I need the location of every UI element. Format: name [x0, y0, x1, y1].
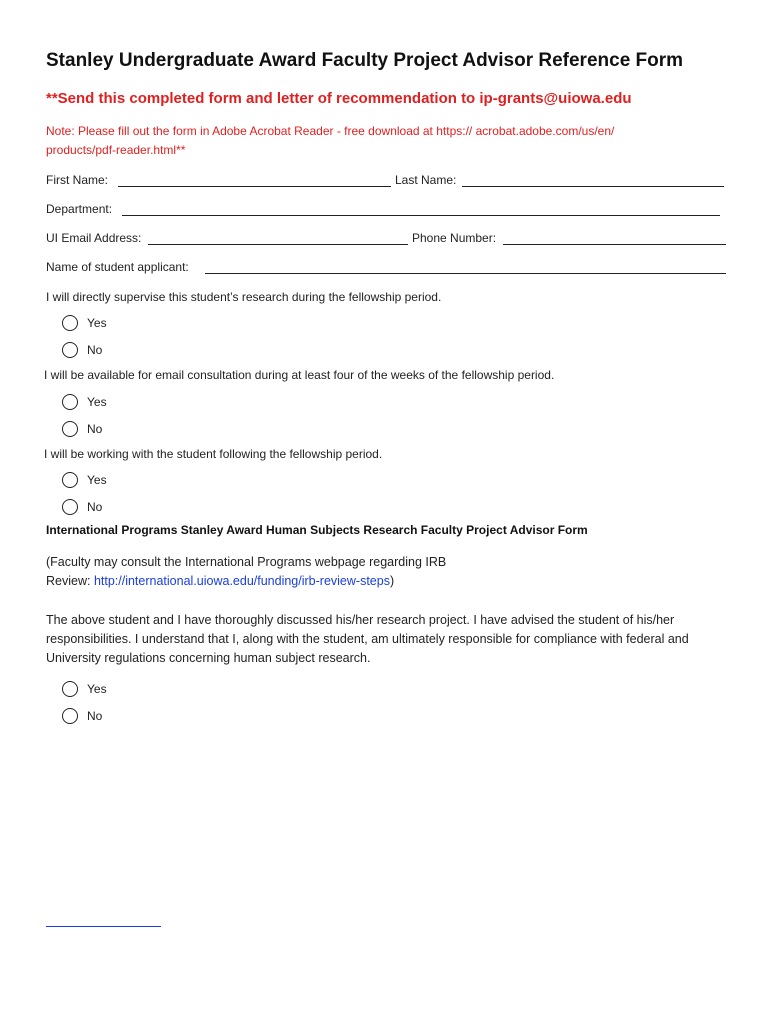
radio-button[interactable] — [62, 472, 78, 488]
acrobat-note-line-1: Note: Please fill out the form in Adobe Acrobat Reader - free download at https:// acrobat.adobe.com/us/en/ — [46, 124, 615, 138]
radio-button[interactable] — [62, 681, 78, 697]
review-suffix: ) — [389, 574, 395, 588]
send-notice: **Send this completed form and letter of recommendation to ip-grants@uiowa.edu — [46, 90, 632, 107]
section-heading: International Programs Stanley Award Human Subjects Research Faculty Project Advisor Form — [46, 523, 588, 537]
no-label: No — [87, 709, 103, 723]
form-title: Stanley Undergraduate Award Faculty Project Advisor Reference Form — [46, 50, 684, 71]
question-email-consultation: I will be available for email consultation during at least four of the weeks of the fellowship period. — [44, 368, 555, 382]
consultation-yes-option[interactable] — [62, 394, 107, 410]
irb-no-option[interactable] — [62, 708, 102, 724]
last-name-field[interactable] — [462, 186, 724, 187]
first-name-field[interactable] — [118, 186, 391, 187]
consult-line-1: (Faculty may consult the International Programs webpage regarding IRB — [46, 555, 447, 569]
review-prefix: Review: — [46, 574, 94, 588]
yes-label: Yes — [87, 316, 107, 330]
no-label: No — [87, 343, 103, 357]
yes-label: Yes — [87, 682, 107, 696]
first-name-label: First Name: — [46, 173, 109, 187]
consultation-no-option[interactable] — [62, 421, 102, 437]
radio-button[interactable] — [62, 708, 78, 724]
consult-line-2 — [46, 574, 394, 588]
irb-review-link[interactable]: http://international.uiowa.edu/funding/irb-review-steps — [93, 574, 390, 588]
no-label: No — [87, 422, 103, 436]
radio-button[interactable] — [62, 394, 78, 410]
supervise-no-option[interactable] — [62, 342, 102, 358]
yes-label: Yes — [87, 395, 107, 409]
yes-label: Yes — [87, 473, 107, 487]
question-supervise: I will directly supervise this student’s research during the fellowship period. — [46, 290, 442, 304]
email-label: UI Email Address: — [46, 231, 142, 245]
phone-label: Phone Number: — [412, 231, 497, 245]
email-field[interactable] — [148, 244, 408, 245]
radio-button[interactable] — [62, 499, 78, 515]
last-name-label: Last Name: — [395, 173, 457, 187]
department-field[interactable] — [122, 215, 720, 216]
footnote-separator — [46, 926, 161, 927]
radio-button[interactable] — [62, 421, 78, 437]
department-label: Department: — [46, 202, 113, 216]
irb-yes-option[interactable] — [62, 681, 107, 697]
acrobat-note-line-2: products/pdf-reader.html** — [46, 143, 186, 157]
radio-button[interactable] — [62, 315, 78, 331]
question-working-after: I will be working with the student following the fellowship period. — [44, 447, 383, 461]
working-after-no-option[interactable] — [62, 499, 102, 515]
student-name-field[interactable] — [205, 273, 726, 274]
supervise-yes-option[interactable] — [62, 315, 107, 331]
phone-field[interactable] — [503, 244, 726, 245]
responsibility-statement: The above student and I have thoroughly discussed his/her research project. I have advised the student of his/her responsibilities. I understand that I, along with the student, am ultimately responsible for compliance with federal and University regulations concerning human subject research. — [46, 613, 689, 665]
working-after-yes-option[interactable] — [62, 472, 107, 488]
radio-button[interactable] — [62, 342, 78, 358]
no-label: No — [87, 500, 103, 514]
student-name-label: Name of student applicant: — [46, 260, 189, 274]
